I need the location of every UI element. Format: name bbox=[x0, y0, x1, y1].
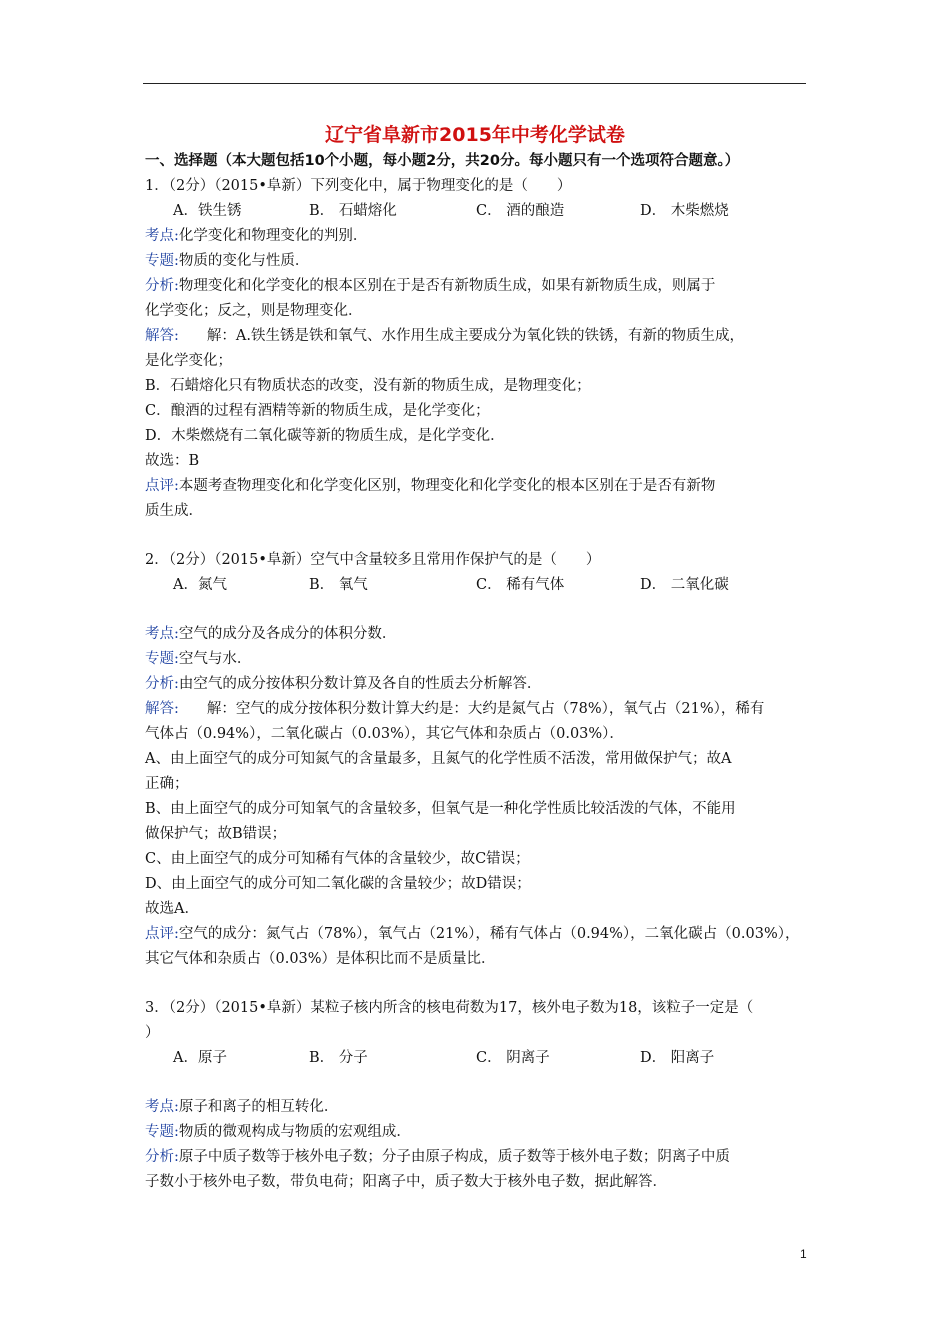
kaodian-label: 考点: bbox=[145, 1099, 179, 1115]
fenxi-line bbox=[145, 673, 541, 695]
option-c: C． 阴离子 bbox=[476, 1050, 550, 1066]
fenxi-label: 分析: bbox=[145, 278, 179, 294]
option-d: D． 二氧化碳 bbox=[640, 577, 729, 593]
kaodian-line bbox=[145, 623, 396, 645]
jieda-text-cont: B、由上面空气的成分可知氧气的含量较多，但氧气是一种化学性质比较活泼的气体，不能用 bbox=[145, 801, 736, 817]
jieda-text-cont: 做保护气；故B错误； bbox=[145, 826, 287, 842]
option-c: C． 酒的酿造 bbox=[476, 203, 565, 219]
zhuanti-line bbox=[145, 1121, 411, 1143]
fenxi-text-cont: 子数小于核外电子数，带负电荷；阳离子中，质子数大于核外电子数，据此解答． bbox=[145, 1174, 667, 1190]
dianping-text: 空气的成分：氮气占（78%），氧气占（21%），稀有气体占（0.94%），二氧化碳占（0.03%）， bbox=[178, 926, 800, 942]
jieda-line bbox=[145, 698, 764, 720]
jieda-text-cont: A、由上面空气的成分可知氮气的含量最多，且氮气的化学性质不活泼，常用做保护气；故A bbox=[145, 751, 732, 767]
option-a: A．铁生锈 bbox=[173, 203, 242, 219]
jieda-text-cont: D、由上面空气的成分可知二氧化碳的含量较少；故D错误； bbox=[145, 876, 531, 892]
exam-title: 辽宁省阜新市2015年中考化学试卷 bbox=[325, 124, 625, 146]
answer-line: 故选A． bbox=[145, 901, 199, 917]
fenxi-text: 原子中质子数等于核外电子数；分子由原子构成，质子数等于核外电子数；阴离子中质 bbox=[178, 1149, 730, 1165]
fenxi-text: 物理变化和化学变化的根本区别在于是否有新物质生成，如果有新物质生成，则属于 bbox=[178, 278, 716, 294]
section-heading: 一、选择题（本大题包括10个小题，每小题2分，共20分。每小题只有一个选项符合题意。） bbox=[145, 153, 740, 169]
zhuanti-text: 物质的微观构成与物质的宏观组成． bbox=[178, 1124, 411, 1140]
kaodian-label: 考点: bbox=[145, 626, 179, 642]
jieda-text: 解：空气的成分按体积分数计算大约是：大约是氮气占（78%），氧气占（21%），稀有 bbox=[206, 701, 765, 717]
option-b: B． 氧气 bbox=[309, 577, 368, 593]
jieda-text-cont: C．酿酒的过程有酒精等新的物质生成，是化学变化； bbox=[145, 403, 490, 419]
question-stem: 3．（2分）（2015•阜新）某粒子核内所含的核电荷数为17，核外电子数为18，该粒子一定是（ bbox=[145, 1000, 754, 1016]
jieda-line bbox=[145, 325, 744, 347]
kaodian-line bbox=[145, 1096, 338, 1118]
jieda-label: 解答: bbox=[145, 701, 179, 717]
jieda-text: 解：A.铁生锈是铁和氧气、水作用生成主要成分为氧化铁的铁锈，有新的物质生成， bbox=[206, 328, 744, 344]
question-stem: 2．（2分）（2015•阜新）空气中含量较多且常用作保护气的是（ ） bbox=[145, 552, 601, 568]
zhuanti-label: 专题: bbox=[145, 253, 179, 269]
option-d: D． 阳离子 bbox=[640, 1050, 715, 1066]
jieda-label: 解答: bbox=[145, 328, 179, 344]
option-b: B． 分子 bbox=[309, 1050, 368, 1066]
jieda-text-cont: B．石蜡熔化只有物质状态的改变，没有新的物质生成，是物理变化； bbox=[145, 378, 591, 394]
dianping-text-cont: 其它气体和杂质占（0.03%）是体积比而不是质量比． bbox=[145, 951, 496, 967]
header-rule bbox=[143, 83, 806, 84]
option-c: C． 稀有气体 bbox=[476, 577, 565, 593]
fenxi-line bbox=[145, 1146, 730, 1168]
kaodian-line bbox=[145, 225, 367, 247]
jieda-text-cont: D．木柴燃烧有二氧化碳等新的物质生成，是化学变化． bbox=[145, 428, 505, 444]
dianping-text-cont: 质生成． bbox=[145, 503, 203, 519]
fenxi-label: 分析: bbox=[145, 676, 179, 692]
fenxi-text: 由空气的成分按体积分数计算及各自的性质去分析解答． bbox=[178, 676, 542, 692]
page-number: 1 bbox=[800, 1247, 807, 1261]
fenxi-line bbox=[145, 275, 715, 297]
zhuanti-text: 物质的变化与性质． bbox=[178, 253, 310, 269]
kaodian-label: 考点: bbox=[145, 228, 179, 244]
kaodian-text: 原子和离子的相互转化． bbox=[178, 1099, 339, 1115]
dianping-line bbox=[145, 923, 799, 945]
option-a: A．氮气 bbox=[173, 577, 227, 593]
option-a: A．原子 bbox=[173, 1050, 227, 1066]
zhuanti-line bbox=[145, 250, 309, 272]
dianping-label: 点评: bbox=[145, 926, 179, 942]
zhuanti-label: 专题: bbox=[145, 1124, 179, 1140]
jieda-text-cont: C、由上面空气的成分可知稀有气体的含量较少，故C错误； bbox=[145, 851, 530, 867]
jieda-text-cont: 正确； bbox=[145, 776, 189, 792]
fenxi-label: 分析: bbox=[145, 1149, 179, 1165]
zhuanti-label: 专题: bbox=[145, 651, 179, 667]
kaodian-text: 空气的成分及各成分的体积分数． bbox=[178, 626, 397, 642]
kaodian-text: 化学变化和物理变化的判别． bbox=[178, 228, 368, 244]
dianping-text: 本题考查物理变化和化学变化区别，物理变化和化学变化的根本区别在于是否有新物 bbox=[178, 478, 716, 494]
dianping-line bbox=[145, 475, 715, 497]
option-d: D． 木柴燃烧 bbox=[640, 203, 729, 219]
option-b: B． 石蜡熔化 bbox=[309, 203, 397, 219]
jieda-text-cont: 是化学变化； bbox=[145, 353, 232, 369]
zhuanti-line bbox=[145, 648, 251, 670]
question-stem-cont: ） bbox=[145, 1025, 160, 1041]
question-stem: 1．（2分）（2015•阜新）下列变化中，属于物理变化的是（ ） bbox=[145, 178, 572, 194]
answer-line: 故选：B bbox=[145, 453, 200, 469]
fenxi-text-cont: 化学变化；反之，则是物理变化． bbox=[145, 303, 363, 319]
zhuanti-text: 空气与水． bbox=[178, 651, 252, 667]
jieda-text-cont: 气体占（0.94%），二氧化碳占（0.03%），其它气体和杂质占（0.03%）． bbox=[145, 726, 624, 742]
dianping-label: 点评: bbox=[145, 478, 179, 494]
